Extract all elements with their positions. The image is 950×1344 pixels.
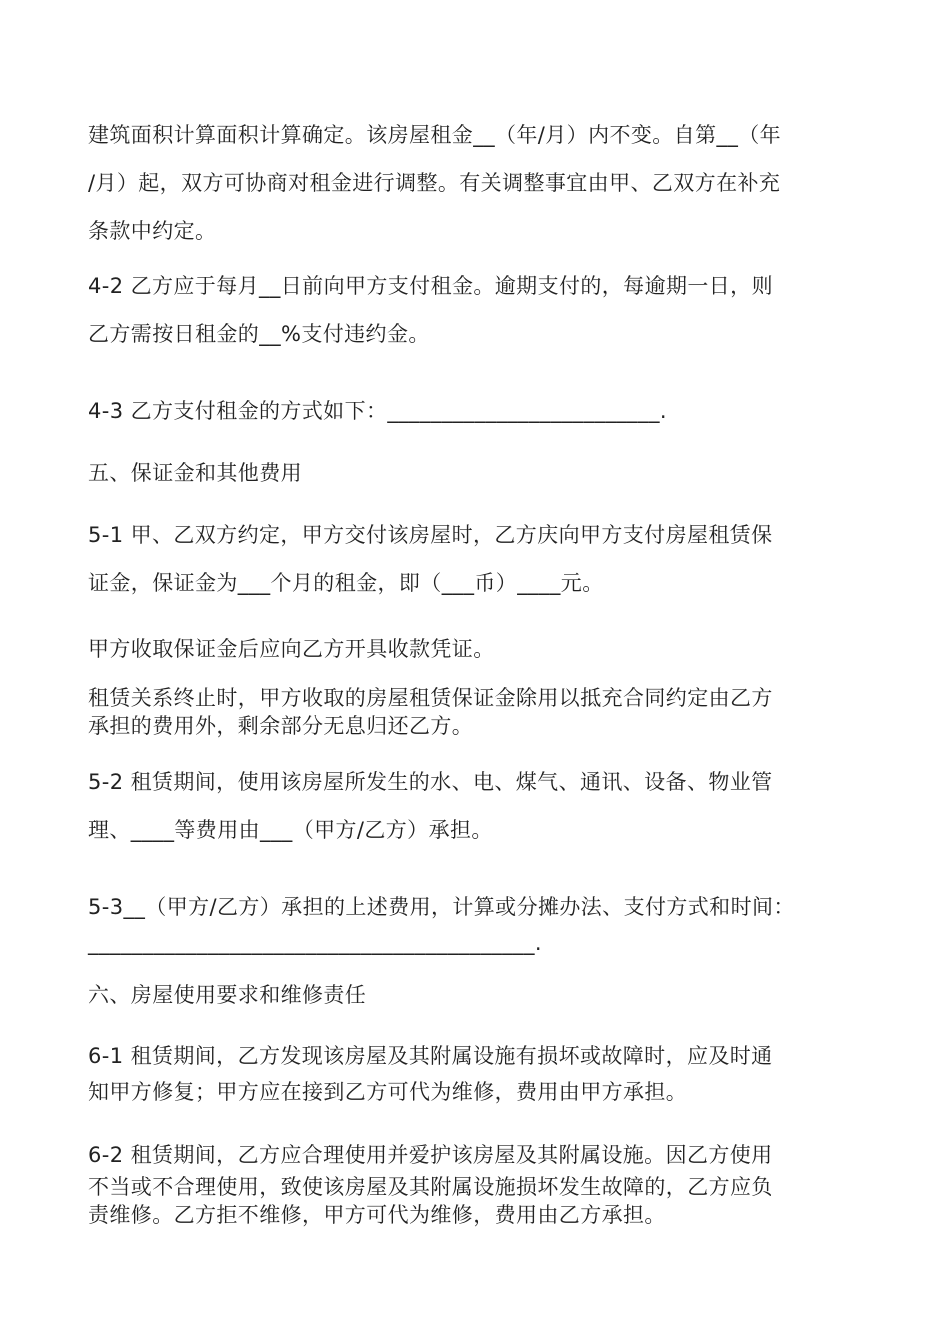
paragraph-6-1 — [88, 1038, 878, 1110]
section-heading-6 — [88, 971, 878, 1019]
section-title: 六、房屋使用要求和维修责任 — [88, 983, 367, 1007]
section-title: 五、保证金和其他费用 — [88, 461, 302, 485]
text-line: 理、____等费用由___（甲方/乙方）承担。 — [88, 818, 493, 842]
text-line: 甲方收取保证金后应向乙方开具收款凭证。 — [88, 637, 495, 661]
paragraph-5-2 — [88, 758, 878, 854]
text-line: 4-3 乙方支付租金的方式如下：_________________________. — [88, 399, 667, 423]
paragraph-termination — [88, 684, 878, 740]
text-line: 6-2 租赁期间，乙方应合理使用并爱护该房屋及其附属设施。因乙方使用 — [88, 1143, 773, 1167]
text-line: 不当或不合理使用，致使该房屋及其附属设施损坏发生故障的，乙方应负 — [88, 1175, 773, 1199]
text-line: 乙方需按日租金的__%支付违约金。 — [88, 322, 430, 346]
text-line: /月）起，双方可协商对租金进行调整。有关调整事宜由甲、乙双方在补充 — [88, 171, 781, 195]
paragraph-6-2 — [88, 1137, 878, 1229]
text-line: 5-1 甲、乙双方约定，甲方交付该房屋时，乙方庆向甲方支付房屋租赁保 — [88, 523, 773, 547]
text-line: 证金，保证金为___个月的租金，即（___币）____元。 — [88, 571, 604, 595]
paragraph-4-3 — [88, 387, 878, 435]
text-line: 6-1 租赁期间，乙方发现该房屋及其附属设施有损坏或故障时，应及时通 — [88, 1044, 773, 1068]
paragraph-5-3 — [88, 889, 878, 961]
text-line: 租赁关系终止时，甲方收取的房屋租赁保证金除用以抵充合同约定由乙方 — [88, 686, 773, 710]
paragraph-rent-adjustment — [88, 111, 878, 255]
text-line: 5-3__（甲方/乙方）承担的上述费用，计算或分摊办法、支付方式和时间： — [88, 895, 795, 919]
text-line: 建筑面积计算面积计算确定。该房屋租金__（年/月）内不变。自第__（年 — [88, 123, 782, 147]
paragraph-receipt — [88, 631, 878, 667]
section-heading-5 — [88, 449, 878, 497]
text-line: 4-2 乙方应于每月__日前向甲方支付租金。逾期支付的，每逾期一日，则 — [88, 274, 773, 298]
paragraph-4-2 — [88, 262, 878, 358]
text-line: 承担的费用外，剩余部分无息归还乙方。 — [88, 714, 474, 738]
text-line: 条款中约定。 — [88, 219, 217, 243]
text-line: 知甲方修复；甲方应在接到乙方可代为维修，费用由甲方承担。 — [88, 1080, 688, 1104]
paragraph-5-1 — [88, 511, 878, 607]
text-line: 责维修。乙方拒不维修，甲方可代为维修，费用由乙方承担。 — [88, 1203, 666, 1227]
text-line: _________________________________________. — [88, 931, 542, 955]
text-line: 5-2 租赁期间，使用该房屋所发生的水、电、煤气、通讯、设备、物业管 — [88, 770, 773, 794]
